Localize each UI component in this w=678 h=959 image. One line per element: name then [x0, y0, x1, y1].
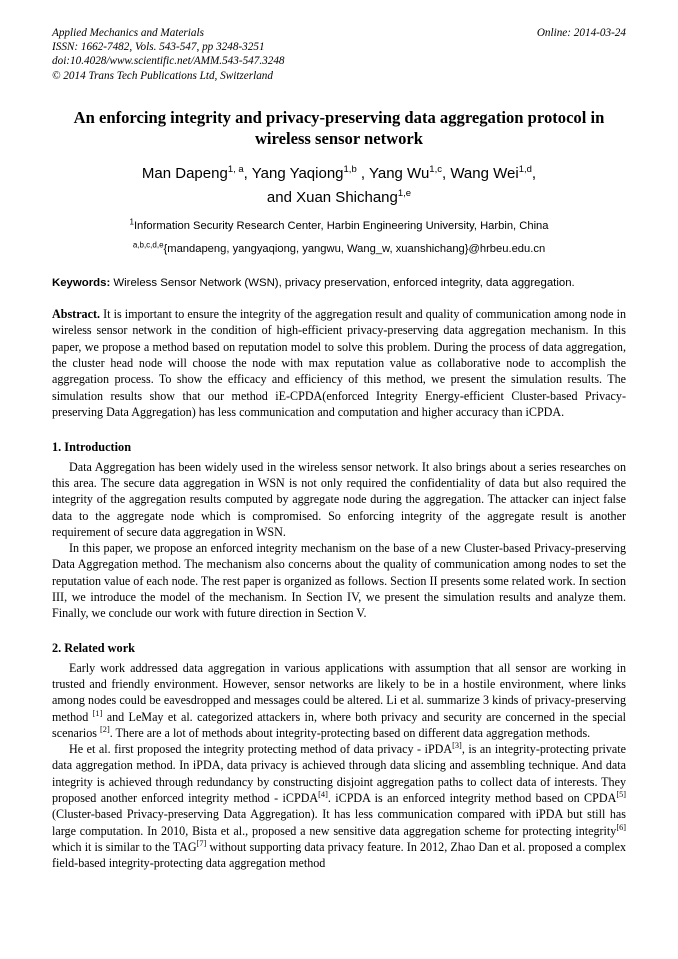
section-heading-related-work: 2. Related work [52, 640, 135, 655]
affiliation [52, 219, 626, 234]
page-header [52, 26, 626, 83]
abstract-text: It is important to ensure the integrity of the aggregation result and quality of communication among node in wireless sensor network in the condition of high-efficient privacy-preserving data aggregation mechanism. In this paper, we propose a method based on reputation model to solve this problem. During the process of data aggregation, the cluster head node will choose the node with max reputation value as collaborative node to accomplish the aggregation process. To show the efficacy and efficiency of this method, we present the simulation results. The simulation results show that our method iE-CPDA(enforced Integrity Energy-efficient Cluster-based Privacy-preserving Data Aggregation) has less communication and computation and higher accuracy than iCPDA. [52, 306, 626, 420]
author-yang-wu-sup: 1,c [429, 163, 442, 175]
author-yang-yaqiong: Yang Yaqiong [251, 164, 344, 182]
author-sep-3: , [441, 164, 451, 182]
abstract-block [52, 306, 626, 421]
issn-line: ISSN: 1662-7482, Vols. 543-547, pp 3248-3251 [52, 41, 265, 54]
rw-p2-part6: without supporting data privacy feature. In 2012, Zhao Dan et al. proposed a complex field-based integrity-protecting data aggregation method [52, 839, 627, 871]
author-yang-wu: Yang Wu [368, 164, 430, 182]
citation-6: [6] [616, 822, 626, 832]
section-heading-introduction: 1. Introduction [52, 439, 132, 454]
emails-text: {mandapeng, yangyaqiong, yangwu, Wang_w, xuanshichang}@hrbeu.edu.cn [163, 242, 546, 255]
rw-p1-part1: Early work addressed data aggregation in various applications with assumption that all sensor are working in trusted and friendly environment. However, sensor networks are likely to be in a hostile environment, where links among nodes could be eavesdropped and messages could be altered. Li et al. summarize 3 kinds of privacy-preserving method [52, 660, 626, 724]
citation-3: [3] [452, 741, 462, 751]
author-man-dapeng-sup: 1, a [227, 163, 244, 175]
affiliation-sup: 1 [129, 217, 134, 227]
author-emails [52, 242, 626, 257]
author-xuan-shichang-sup: 1,e [397, 187, 412, 199]
intro-paragraph-1: Data Aggregation has been widely used in the wireless sensor network. It also brings about a series researches on this area. The secure data aggregation in WSN is not only required the confidentiality of data but also required the integrity of the aggregation results computed by aggregate node during the aggregation. The attacker can inject false data to the aggregate node which is compromised. So enforcing integrity of the aggregate result is another requirement of secure data aggregation in WSN. [52, 459, 626, 539]
copyright-line: © 2014 Trans Tech Publications Ltd, Switzerland [52, 69, 273, 82]
rw-p2-part4: (Cluster-based Privacy-preserving Data Aggregation). It has less communication compared with iPDA but still has large computation. In 2010, Bista et al., proposed a new sensitive data aggregation scheme for protecting integrity [52, 807, 626, 838]
keywords-text: Wireless Sensor Network (WSN), privacy preservation, enforced integrity, data aggregation. [110, 276, 575, 289]
keywords-block [52, 275, 626, 291]
author-sep-1: , [243, 164, 252, 182]
citation-7: [7] [196, 838, 207, 848]
journal-name: Applied Mechanics and Materials [52, 27, 204, 39]
author-wang-wei-sup: 1,d [518, 163, 532, 175]
rw-p1-part3: . There are a lot of methods about integrity-protecting based on different data aggregation methods. [109, 725, 591, 740]
citation-1: [1] [92, 708, 103, 718]
affiliation-text: Information Security Research Center, Harbin Engineering University, Harbin, China [133, 219, 549, 232]
rw-p2-part1: He et al. first proposed the integrity protecting method of data privacy - iPDA [69, 742, 453, 757]
intro-paragraph-2: In this paper, we propose an enforced integrity mechanism on the base of a new Cluster-based Privacy-preserving Data Aggregation method. The mechanism also concerns about the quality of communication among nodes to set the reputation value of each node. The rest paper is organized as follows. Section II presents some related work. In section III, we introduce the model of the mechanism. In Section IV, we present the simulation results and analyze them. Finally, we conclude our work with future direction in Section V. [52, 541, 626, 621]
citation-4: [4] [318, 789, 328, 799]
related-work-paragraph-1 [52, 660, 626, 741]
author-line-1 [52, 162, 626, 186]
author-list [52, 162, 626, 210]
author-man-dapeng: Man Dapeng [141, 164, 228, 182]
author-sep-2: , [356, 164, 369, 182]
author-and: and [266, 188, 297, 206]
paper-title: An enforcing integrity and privacy-preserving data aggregation protocol in wireless sensor network [73, 107, 605, 148]
emails-sup: a,b,c,d,e [132, 240, 164, 250]
rw-p2-part2: , is an integrity-protecting private data aggregation method. In iPDA, data privacy is achieved through data slicing and assembling technique. And data integrity is achieved through redundancy by constructing disjoint aggregation paths to collect data of interests. They proposed another enforced integrity method - iCPDA [52, 742, 626, 805]
rw-p2-part5: which it is similar to the TAG [52, 839, 197, 854]
author-yang-yaqiong-sup: 1,b [343, 163, 357, 175]
related-work-paragraph-2 [52, 741, 626, 871]
rw-p2-part3: . iCPDA is an enforced integrity method based on CPDA [327, 791, 617, 805]
rw-p1-part2: and LeMay et al. categorized attackers in, where both privacy and security are concerned in the special scenarios [52, 709, 626, 740]
citation-5: [5] [616, 789, 627, 799]
author-wang-wei: Wang Wei [450, 164, 519, 182]
author-xuan-shichang: Xuan Shichang [296, 188, 398, 206]
author-line-2 [52, 186, 626, 210]
abstract-label: Abstract. [52, 306, 101, 321]
online-date: Online: 2014-03-24 [536, 27, 626, 39]
doi-line: doi:10.4028/www.scientific.net/AMM.543-547.3248 [52, 55, 285, 68]
author-sep-4: , [531, 164, 537, 182]
keywords-label: Keywords: [52, 276, 111, 289]
citation-2: [2] [100, 724, 110, 734]
